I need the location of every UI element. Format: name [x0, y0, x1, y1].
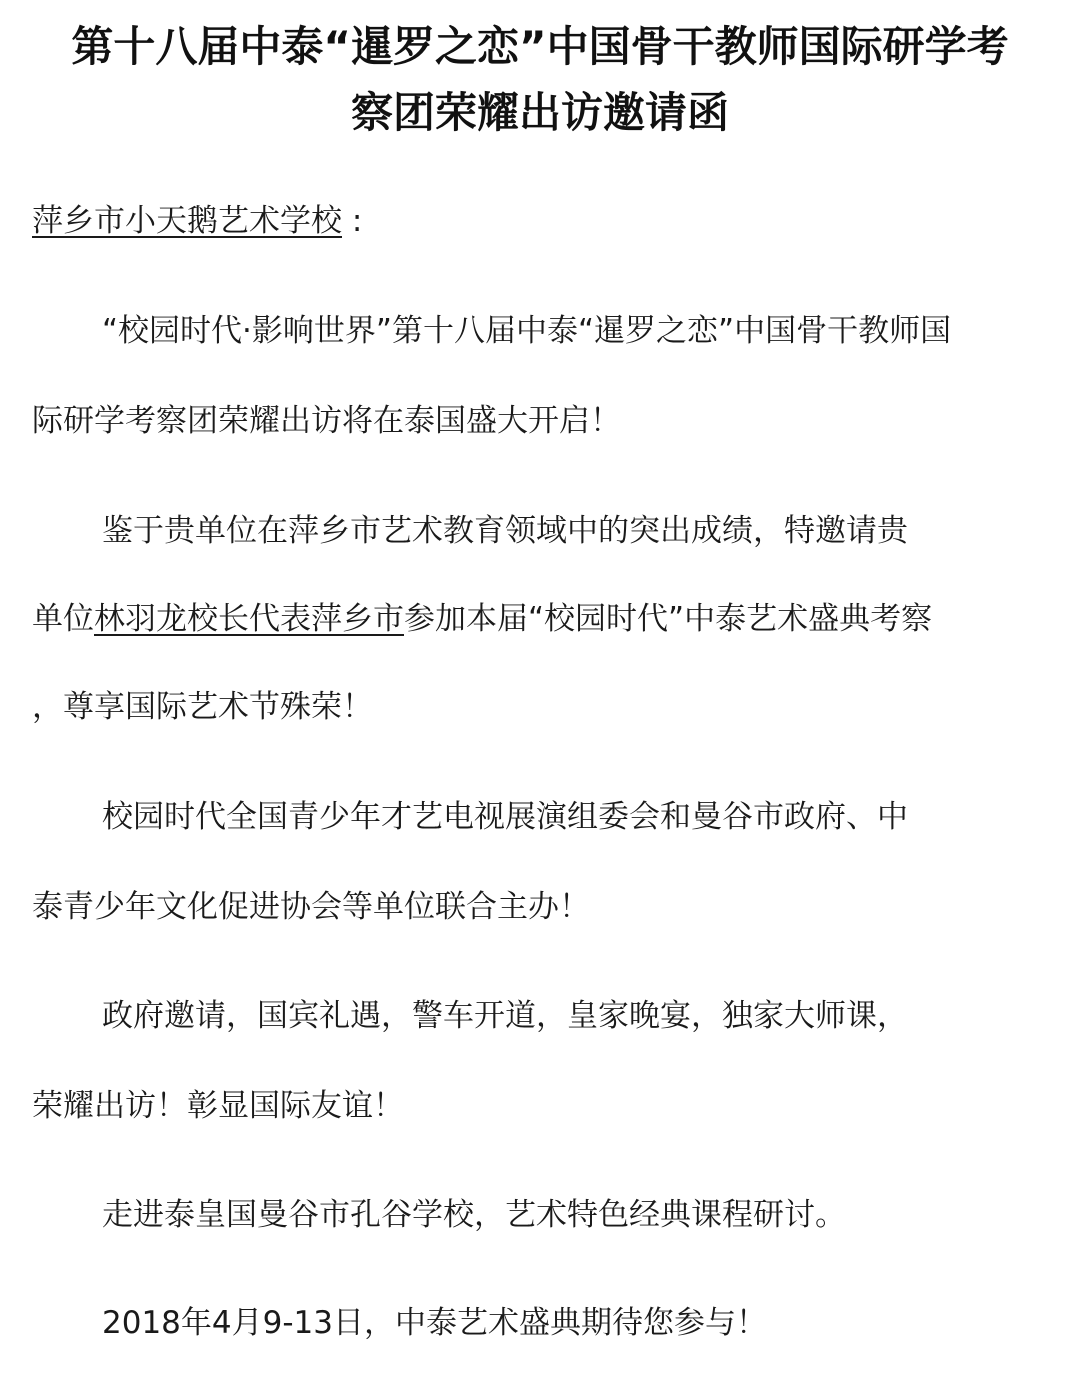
paragraph-6-line-1: 2018年4月9-13日，中泰艺术盛典期待您参与！	[102, 1305, 767, 1341]
paragraph-2-line-2	[32, 601, 1042, 637]
delegate-name: 林羽龙校长代表萍乡市	[94, 601, 404, 637]
document-title-line-1: 第十八届中泰“暹罗之恋”中国骨干教师国际研学考	[71, 22, 1009, 71]
paragraph-3-line-2: 泰青少年文化促进协会等单位联合主办！	[32, 889, 590, 925]
paragraph-1-line-1: “校园时代·影响世界”第十八届中泰“暹罗之恋”中国骨干教师国	[102, 313, 952, 349]
paragraph-4-line-2: 荣耀出访！彰显国际友谊！	[32, 1088, 404, 1124]
paragraph-2-prefix: 单位	[32, 601, 94, 637]
paragraph-1-line-2: 际研学考察团荣耀出访将在泰国盛大开启！	[32, 403, 621, 439]
paragraph-2-line-1: 鉴于贵单位在萍乡市艺术教育领域中的突出成绩，特邀请贵	[102, 513, 908, 549]
recipient-colon: :	[342, 203, 363, 239]
paragraph-4-line-1: 政府邀请，国宾礼遇，警车开道，皇家晚宴，独家大师课，	[102, 998, 908, 1034]
paragraph-2-line-3: ，尊享国际艺术节殊荣！	[32, 689, 373, 725]
recipient-name: 萍乡市小天鹅艺术学校	[32, 203, 342, 239]
paragraph-2-suffix: 参加本届“校园时代”中泰艺术盛典考察	[404, 601, 933, 637]
recipient-line	[32, 203, 1042, 239]
paragraph-5-line-1: 走进泰皇国曼谷市孔谷学校，艺术特色经典课程研讨。	[102, 1197, 846, 1233]
document-title-line-2: 察团荣耀出访邀请函	[350, 88, 729, 137]
paragraph-3-line-1: 校园时代全国青少年才艺电视展演组委会和曼谷市政府、中	[102, 799, 908, 835]
